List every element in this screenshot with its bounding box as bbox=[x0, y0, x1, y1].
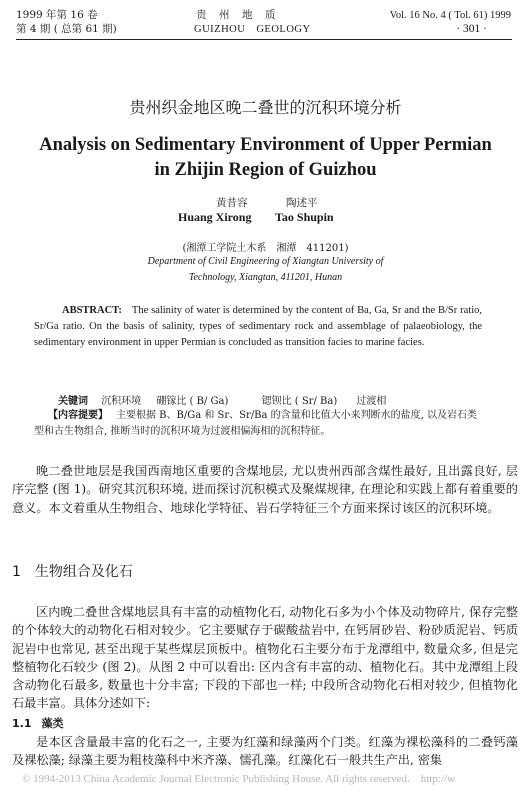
subsection-heading bbox=[12, 715, 64, 731]
copyright-watermark: © 1994-2013 China Academic Journal Electronic Publishing House. All rights reserved. http://w bbox=[22, 773, 456, 785]
title-en-line1: Analysis on Sedimentary Environment of Upper Permian bbox=[39, 135, 492, 155]
author-2-en: Tao Shupin bbox=[275, 210, 334, 224]
title-cn: 贵州织金地区晚二叠世的沉积环境分析 bbox=[129, 98, 402, 117]
affiliation-en-line1: Department of Civil Engineering of Xiangtan University of bbox=[147, 256, 384, 267]
title-en-line2: in Zhijin Region of Guizhou bbox=[154, 160, 377, 180]
author-2-cn: 陶述平 bbox=[286, 197, 318, 209]
tiyao bbox=[34, 408, 484, 440]
header-journal-en: GUIZHOU GEOLOGY bbox=[194, 24, 311, 35]
subsection-number: 1.1 bbox=[12, 717, 32, 730]
page-number: · 301 · bbox=[456, 23, 487, 35]
section-title: 生物组合及化石 bbox=[34, 564, 133, 580]
abstract-label: ABSTRACT: bbox=[62, 305, 122, 316]
header-journal-cn: 贵 州 地 质 bbox=[196, 9, 277, 21]
keyword-item: 沉积环境 bbox=[101, 396, 142, 407]
keyword-item: 过渡相 bbox=[356, 396, 387, 407]
header-rule bbox=[16, 39, 512, 40]
section-number: 1 bbox=[12, 564, 21, 580]
tiyao-text: 主要根据 B、B/Ga 和 Sr、Sr/Ba 的含量和比值大小来判断水的盐度, 以及岩石类型和古生物组合, 推断当时的沉积环境为过渡相偏海相的沉积特征。 bbox=[34, 410, 478, 437]
intro-paragraph: 晚二叠世地层是我国西南地区重要的含煤地层, 尤以贵州西部含煤性最好, 且出露良好, 层序完整 (图 1)。研究其沉积环境, 进而探讨沉积模式及聚煤规律, 在理论和实践上都有着重要的意义。本文着重从生物组合、地球化学特征、岩石学特征三个方面来探讨该区的沉积环境。 bbox=[12, 464, 518, 515]
tiyao-label: 【内容提要】 bbox=[48, 410, 108, 421]
header-volume: 1999 年第 16 卷 bbox=[16, 9, 98, 21]
keyword-item: 锶钡比 ( Sr/ Ba) bbox=[261, 396, 338, 407]
subsection-title: 藻类 bbox=[41, 717, 64, 730]
affiliation-cn: (湘潭工学院土木系 湘潭 411201) bbox=[182, 243, 349, 254]
section1-paragraph: 区内晚二叠世含煤地层具有丰富的动植物化石, 动物化石多为小个体及动物碎片, 保存完整的个体较大的动物化石相对较少。它主要赋存于碳酸盐岩中, 在钙屑砂岩、粉砂质泥岩、钙质泥岩中也常见, 甚至出现于某些煤层顶板中。植物化石主要分布于龙潭组中, 数量众多, 但是完整植物化石较少 (图 2)。从图 2 中可以看出: 区内含有丰富的动、植物化石。其中龙潭组上段含动物化石最多, 数量也十分丰富; 下段的下部也一样; 中段所含动物化石相对较少, 但植物化石最丰富。具体分述如下: bbox=[12, 605, 518, 711]
keywords-label: 关键词 bbox=[58, 396, 88, 407]
affiliation-en-line2: Technology, Xiangtan, 411201, Hunan bbox=[188, 272, 343, 283]
abstract bbox=[34, 303, 482, 351]
subsection-paragraph: 是本区含量最丰富的化石之一, 主要为红藻和绿藻两个门类。红藻为裸松藻科的二叠钙藻及裸松藻; 绿藻主要为粗枝藻科中米齐藻、懦孔藻。红藻化石一般共生产出, 密集 bbox=[12, 735, 518, 768]
header-issue: 第 4 期 ( 总第 61 期) bbox=[16, 23, 117, 35]
author-1-cn: 黄昔容 bbox=[216, 197, 248, 209]
author-1-en: Huang Xirong bbox=[178, 210, 252, 224]
abstract-text: The salinity of water is determined by the content of Ba, Ga, Sr and the B/Sr ratio, Sr/Ga ratio. On the basis of salinity, types of sedimentary rock and assemblage of palaeobiology, the sedimentary environment in upper Permian is concluded as transition facies to marine facies. bbox=[34, 305, 482, 348]
header-volume-en: Vol. 16 No. 4 ( Tol. 61) 1999 bbox=[389, 10, 511, 21]
keywords bbox=[58, 392, 386, 407]
section-heading bbox=[12, 561, 133, 581]
keyword-item: 硼镓比 ( B/ Ga) bbox=[156, 396, 229, 407]
